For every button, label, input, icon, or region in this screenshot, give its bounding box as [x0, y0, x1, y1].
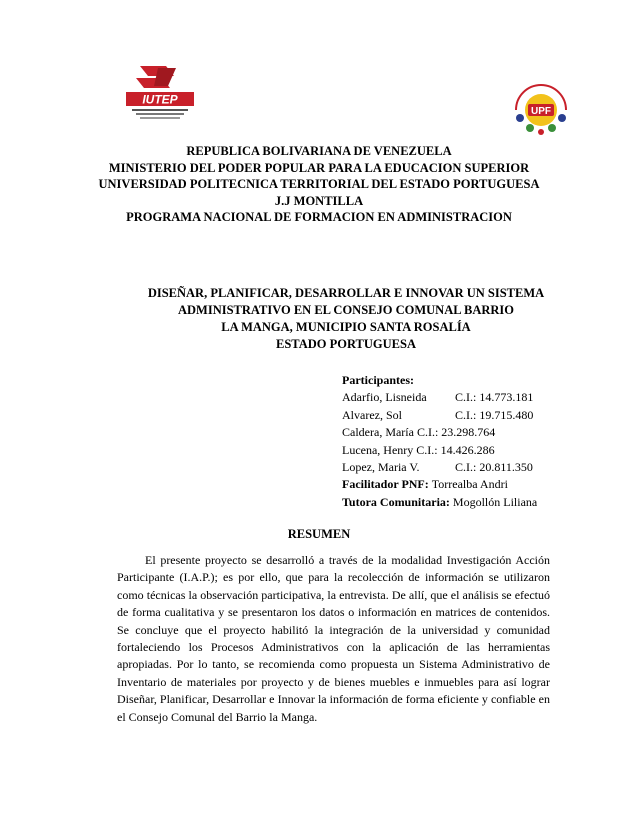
resumen-paragraph: El presente proyecto se desarrolló a través de la modalidad Investigación Acción Participante (I.A.P.); es por ello, que para la recolección de información se utilizaron como técnicas la observación participativa, la entrevista. De allí, que el análisis se efectuó de forma cualitativa y se presentaron los datos o información en matrices de contenidos. Se concluye que el proyecto habilitó la integración de la universidad y comunidad fortaleciendo los Procesos Administrativos con la aplicación de las herramientas apropiadas. Por lo tanto, se recomienda como propuesta un Sistema Administrativo de Inventario de materiales por proyecto y de bienes muebles e inmuebles para así lograr Diseñar, Planificar, Desarrollar e Innovar la información de forma eficiente y confiable en el Consejo Comunal del Barrio la Manga. [117, 553, 550, 724]
tutor-label: Tutora Comunitaria: [342, 494, 450, 509]
participant-name: Lopez, Maria V. [342, 460, 420, 475]
upf-logo [510, 80, 572, 136]
title-line-4: ESTADO PORTUGUESA [276, 337, 416, 351]
participants-heading: Participantes: [342, 373, 414, 387]
facilitator-name: Torrealba Andri [431, 477, 508, 492]
program-title: PROGRAMA NACIONAL DE FORMACION EN ADMINISTRACION [126, 210, 512, 224]
facilitator-label: Facilitador PNF: [342, 477, 429, 492]
participant-name: Adarfio, Lisneida [342, 390, 427, 405]
participant-ci: C.I.: 14.773.181 [455, 390, 534, 405]
participants-block [342, 372, 582, 511]
tutor-name: Mogollón Liliana [452, 494, 538, 509]
iutep-logo-text: IUTEP [142, 92, 178, 107]
participant-line: Lucena, Henry C.I.: 14.426.286 [342, 442, 495, 457]
title-line-2: ADMINISTRATIVO EN EL CONSEJO COMUNAL BARRIO [177, 303, 515, 317]
participant-ci: C.I.: 20.811.350 [455, 460, 533, 475]
facilitator-line [342, 476, 582, 493]
iutep-logo [118, 62, 202, 122]
participant-ci: C.I.: 19.715.480 [455, 407, 534, 422]
participant-row [342, 459, 582, 476]
header-line-3: UNIVERSIDAD POLITECNICA TERRITORIAL DEL ESTADO PORTUGUESA [98, 177, 540, 191]
participant-row [342, 389, 582, 406]
participant-name: Alvarez, Sol [342, 407, 402, 422]
participant-line: Caldera, María C.I.: 23.298.764 [342, 425, 496, 440]
resumen-body [117, 552, 550, 726]
project-title [120, 285, 572, 353]
tutor-line [342, 494, 582, 511]
resumen-heading: RESUMEN [287, 527, 351, 541]
header-line-4: J.J MONTILLA [274, 193, 364, 208]
header-line-1: REPUBLICA BOLIVARIANA DE VENEZUELA [186, 144, 452, 158]
header-line-2: MINISTERIO DEL PODER POPULAR PARA LA EDUCACION SUPERIOR [108, 160, 530, 175]
institution-header [0, 143, 638, 209]
title-line-1: DISEÑAR, PLANIFICAR, DESARROLLAR E INNOVAR UN SISTEMA [147, 286, 545, 300]
title-line-3: LA MANGA, MUNICIPIO SANTA ROSALÍA [221, 320, 471, 334]
upf-logo-text: UPF [531, 106, 551, 117]
participant-row [342, 407, 582, 424]
